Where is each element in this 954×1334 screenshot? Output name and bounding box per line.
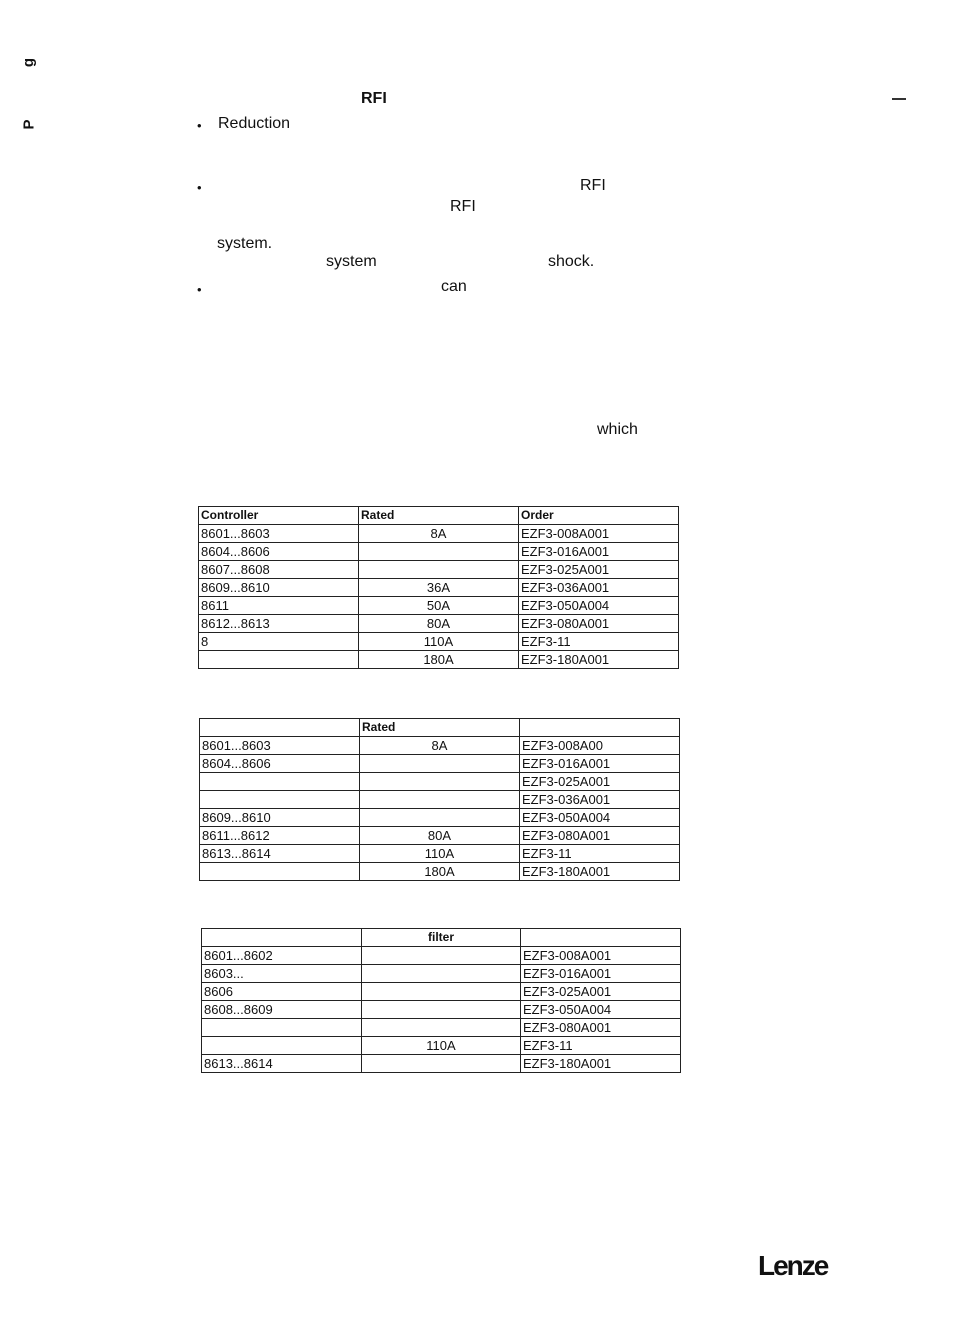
order-cell: EZF3-036A001 [519, 579, 679, 597]
rated-cell [362, 1055, 521, 1073]
controller-cell: 8612...8613 [199, 615, 359, 633]
controller-cell: 8607...8608 [199, 561, 359, 579]
order-cell: EZF3-180A001 [519, 651, 679, 669]
table-row [199, 561, 679, 579]
rated-cell: 110A [362, 1037, 521, 1055]
table-row [200, 827, 680, 845]
rated-cell: 80A [359, 615, 519, 633]
controller-cell: 8611 [199, 597, 359, 615]
rated-cell: 50A [359, 597, 519, 615]
controller-cell [199, 651, 359, 669]
header-cell: Order [519, 507, 679, 525]
rated-cell: 110A [360, 845, 520, 863]
order-cell: EZF3-008A001 [521, 947, 681, 965]
table-row [199, 633, 679, 651]
rated-cell: 180A [360, 863, 520, 881]
header-cell [521, 929, 681, 947]
controller-cell: 8604...8606 [199, 543, 359, 561]
header-cell: Rated [359, 507, 519, 525]
controller-cell [200, 863, 360, 881]
table-row [200, 773, 680, 791]
text-shock: shock. [548, 253, 595, 270]
table-row [199, 615, 679, 633]
text-which: which [597, 421, 638, 438]
header-cell: Rated [360, 719, 520, 737]
table-row [202, 1055, 681, 1073]
rated-cell: 180A [359, 651, 519, 669]
section-heading: RFI [361, 90, 387, 107]
controller-cell: 8606 [202, 983, 362, 1001]
table-row [200, 845, 680, 863]
order-cell: EZF3-11 [521, 1037, 681, 1055]
lenze-logo: Lenze [758, 1250, 828, 1281]
table-row [199, 543, 679, 561]
bullet-3: • [197, 282, 202, 297]
controller-cell [202, 1037, 362, 1055]
controller-cell [200, 791, 360, 809]
table-row [199, 525, 679, 543]
table-row [199, 651, 679, 669]
controller-cell: 8601...8603 [199, 525, 359, 543]
controller-cell: 8613...8614 [200, 845, 360, 863]
text-rfi-2: RFI [450, 198, 476, 215]
order-cell: EZF3-080A001 [520, 827, 680, 845]
rated-cell [362, 947, 521, 965]
rated-cell: 8A [359, 525, 519, 543]
order-cell: EZF3-025A001 [519, 561, 679, 579]
controller-cell: 8601...8603 [200, 737, 360, 755]
order-cell: EZF3-050A004 [520, 809, 680, 827]
order-cell: EZF3-11 [520, 845, 680, 863]
controller-cell [200, 773, 360, 791]
table-row [200, 737, 680, 755]
rated-cell [362, 965, 521, 983]
rated-cell [359, 543, 519, 561]
order-cell: EZF3-016A001 [519, 543, 679, 561]
rated-cell [360, 791, 520, 809]
order-cell: EZF3-025A001 [520, 773, 680, 791]
controller-cell: 8604...8606 [200, 755, 360, 773]
table-header-row [202, 929, 681, 947]
order-cell: EZF3-180A001 [521, 1055, 681, 1073]
text-reduction: Reduction [218, 115, 291, 132]
header-cell [520, 719, 680, 737]
order-cell: EZF3-016A001 [521, 965, 681, 983]
rated-cell [360, 755, 520, 773]
table-row [200, 755, 680, 773]
controller-cell: 8 [199, 633, 359, 651]
order-cell: EZF3-180A001 [520, 863, 680, 881]
text-system-1: system. [217, 235, 273, 252]
text-system-2: system [326, 253, 377, 270]
filter-table-3 [201, 928, 681, 1073]
table-header-row [199, 507, 679, 525]
controller-cell: 8609...8610 [200, 809, 360, 827]
header-cell [200, 719, 360, 737]
filter-table-1 [198, 506, 679, 669]
order-cell: EZF3-050A004 [521, 1001, 681, 1019]
controller-cell: 8609...8610 [199, 579, 359, 597]
rated-cell [360, 773, 520, 791]
rated-cell: 110A [359, 633, 519, 651]
rated-cell: 8A [360, 737, 520, 755]
table-row [202, 1037, 681, 1055]
margin-char-top: g [20, 57, 38, 68]
controller-cell [202, 1019, 362, 1037]
order-cell: EZF3-050A004 [519, 597, 679, 615]
margin-char-side: P [20, 119, 38, 130]
header-cell: filter [362, 929, 521, 947]
controller-cell: 8611...8612 [200, 827, 360, 845]
order-cell: EZF3-025A001 [521, 983, 681, 1001]
rated-cell [362, 983, 521, 1001]
controller-cell: 8608...8609 [202, 1001, 362, 1019]
header-cell [202, 929, 362, 947]
rated-cell [362, 1001, 521, 1019]
rated-cell [359, 561, 519, 579]
rated-cell [362, 1019, 521, 1037]
table-row [199, 579, 679, 597]
table-row [200, 863, 680, 881]
table-row [202, 1001, 681, 1019]
header-cell: Controller [199, 507, 359, 525]
controller-cell: 8613...8614 [202, 1055, 362, 1073]
controller-cell: 8601...8602 [202, 947, 362, 965]
table-row [199, 597, 679, 615]
bullet-2: • [197, 180, 202, 195]
filter-table-2 [199, 718, 680, 881]
order-cell: EZF3-016A001 [520, 755, 680, 773]
order-cell: EZF3-008A00 [520, 737, 680, 755]
table-row [200, 809, 680, 827]
order-cell: EZF3-008A001 [519, 525, 679, 543]
order-cell: EZF3-080A001 [521, 1019, 681, 1037]
corner-dash [892, 98, 906, 100]
text-can: can [441, 278, 467, 295]
table-row [200, 791, 680, 809]
table-row [202, 947, 681, 965]
order-cell: EZF3-11 [519, 633, 679, 651]
text-rfi-1: RFI [580, 177, 606, 194]
table-row [202, 965, 681, 983]
order-cell: EZF3-036A001 [520, 791, 680, 809]
rated-cell: 36A [359, 579, 519, 597]
table-header-row [200, 719, 680, 737]
controller-cell: 8603... [202, 965, 362, 983]
table-row [202, 1019, 681, 1037]
bullet-1: • [197, 118, 202, 133]
rated-cell [360, 809, 520, 827]
rated-cell: 80A [360, 827, 520, 845]
order-cell: EZF3-080A001 [519, 615, 679, 633]
table-row [202, 983, 681, 1001]
